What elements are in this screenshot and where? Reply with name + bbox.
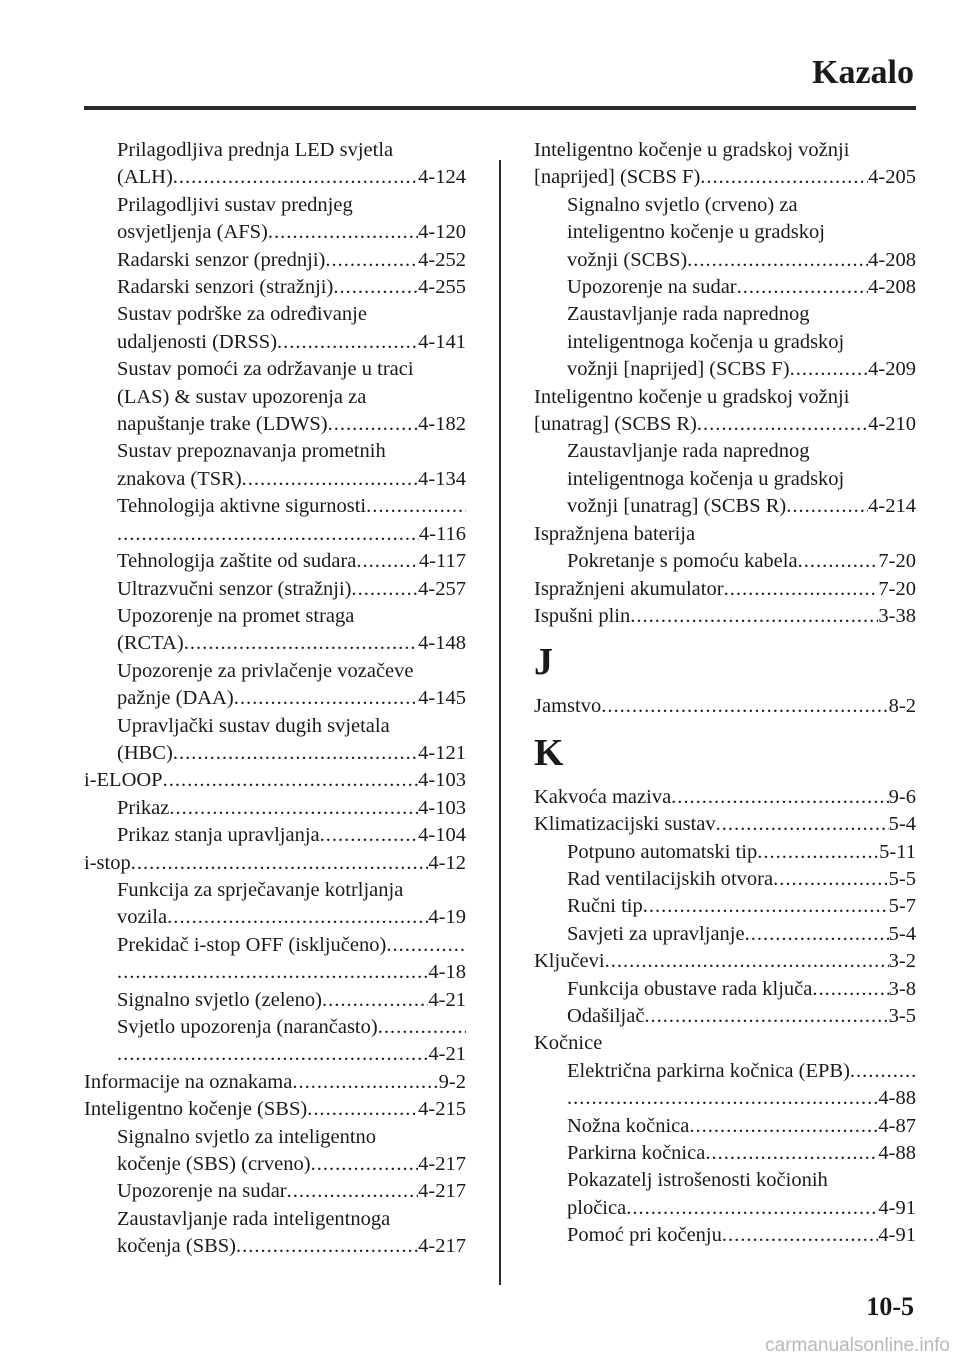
index-entry-page: 4-91 [878, 1196, 916, 1219]
index-entry-page: 4-217 [418, 1235, 466, 1258]
index-entry-text: Kakvoća maziva [534, 785, 672, 808]
dot-leader [242, 466, 419, 493]
dot-leader [790, 356, 869, 383]
index-entry-page: 4-104 [418, 824, 466, 847]
dot-leader [167, 904, 428, 931]
index-entry-line: inteligentnoga kočenja u gradskoj [567, 467, 845, 490]
dot-leader [705, 1140, 878, 1167]
dot-leader [601, 693, 888, 720]
index-entry [84, 411, 466, 438]
index-entry-line: Zaustavljanje rada inteligentnoga [117, 1207, 391, 1230]
dot-leader [131, 850, 429, 877]
index-entry-line: Upozorenje na promet straga [117, 604, 355, 627]
index-entry-line: Upozorenje za privlačenje vozačeve [117, 659, 414, 682]
index-entry [534, 576, 916, 603]
index-entry-page: 4-87 [878, 1114, 916, 1137]
index-entry [84, 548, 466, 575]
index-entry [84, 1178, 466, 1205]
index-entry-text: udaljenosti (DRSS) [117, 330, 278, 353]
index-entry-line: Signalno svjetlo za inteligentno [117, 1125, 377, 1148]
index-entry [534, 976, 916, 1003]
index-entry-text: Prikaz stanja upravljanja [117, 824, 320, 847]
index-entry-page: 4-103 [418, 796, 466, 819]
dot-leader [850, 1058, 916, 1085]
dot-leader [671, 784, 889, 811]
index-entry-text: Pomoć pri kočenju [567, 1224, 722, 1247]
column-divider [499, 160, 501, 1285]
dot-leader [700, 164, 868, 191]
index-entry [534, 411, 916, 438]
index-entry-page: 5-4 [888, 922, 916, 945]
dot-leader [322, 987, 428, 1014]
index-entry-text: (ALH) [117, 166, 173, 189]
index-entry-text: Potpuno automatski tip [567, 840, 758, 863]
index-entry-text: Svjetlo upozorenja (narančasto) [117, 1016, 378, 1038]
index-entry-text: napuštanje trake (LDWS) [117, 413, 328, 436]
index-entry [84, 1151, 466, 1178]
index-entry [84, 1041, 466, 1068]
index-entry-text: pažnje (DAA) [117, 687, 234, 710]
index-entry-page: 4-116 [418, 522, 466, 545]
dot-leader [630, 603, 878, 630]
index-entry-page: 7-20 [878, 550, 916, 573]
index-entry-page: 4-208 [868, 276, 916, 299]
index-entry-line: Funkcija za sprječavanje kotrljanja [117, 878, 404, 901]
index-entry [84, 850, 466, 877]
index-entry-page: 8-2 [888, 695, 916, 718]
index-entry-line: inteligentnoga kočenja u gradskoj [567, 330, 845, 353]
index-entry [534, 1195, 916, 1222]
index-entry-text: Tehnologija zaštite od sudara [117, 550, 357, 573]
index-entry-page: 4-252 [418, 248, 466, 271]
index-column-left [84, 137, 466, 1261]
header-rule [84, 106, 916, 110]
index-entry [534, 1113, 916, 1140]
dot-leader [757, 839, 879, 866]
index-entry-line: Kočnice [534, 1032, 603, 1055]
index-letter-heading: K [534, 731, 564, 774]
index-entry-page: 7-20 [878, 577, 916, 600]
dot-leader [184, 630, 418, 657]
index-entry-page: 3-8 [888, 977, 916, 1000]
index-entry-page: 4-124 [418, 166, 466, 189]
index-entry-page: 4-209 [868, 358, 916, 381]
index-entry-text: Informacije na oznakama [84, 1070, 293, 1093]
index-entry-page: 4-88 [878, 1142, 916, 1164]
index-entry-page: 4-217 [418, 1180, 466, 1203]
dot-leader [117, 1041, 428, 1068]
dot-leader [786, 493, 868, 520]
index-entry-text: pločica [567, 1196, 627, 1219]
dot-leader [689, 1113, 878, 1140]
dot-leader [687, 247, 868, 274]
index-entry-text: Odašiljač [567, 1004, 645, 1027]
index-entry-text: Klimatizacijski sustav [534, 813, 716, 836]
index-entry-text: osvjetljenja (AFS) [117, 221, 268, 244]
index-entry-text: Ključevi [534, 950, 605, 973]
index-entry [84, 932, 466, 959]
dot-leader [352, 576, 419, 603]
index-entry-page: 4-120 [418, 221, 466, 244]
index-entry [534, 356, 916, 383]
dot-leader [173, 740, 418, 767]
dot-leader [163, 767, 419, 794]
index-entry-line: Sustav prepoznavanja prometnih [117, 440, 386, 463]
index-entry-line: Prilagodljiva prednja LED svjetla [117, 139, 394, 161]
index-entry-page: 4-257 [418, 577, 466, 600]
index-entry-line: (LAS) & sustav upozorenja za [117, 385, 367, 408]
index-entry-page: 4-12 [428, 851, 466, 874]
index-entry [534, 1003, 916, 1030]
index-entry-text: Ručni tip [567, 895, 643, 918]
dot-leader [722, 1222, 879, 1249]
index-entry-page: 4-103 [418, 769, 466, 792]
index-entry-text: vozila [117, 906, 168, 929]
dot-leader [277, 329, 418, 356]
dot-leader [716, 811, 889, 838]
index-entry [534, 1222, 916, 1249]
index-entry-text: vožnji (SCBS) [567, 248, 688, 271]
index-entry [84, 822, 466, 849]
index-entry-text: Električna parkirna kočnica (EPB) [567, 1059, 850, 1082]
dot-leader [325, 247, 418, 274]
index-entry-page: 9-6 [888, 785, 916, 808]
section-title: Kazalo [812, 54, 914, 91]
watermark: carmanualsonline.info [765, 1335, 950, 1356]
index-entry [84, 1233, 466, 1260]
index-entry-page: 4-148 [418, 632, 466, 655]
dot-leader [626, 1195, 878, 1222]
index-entry [534, 893, 916, 920]
index-entry-page: 5-7 [888, 895, 916, 918]
dot-leader [737, 274, 869, 301]
page-number: 10-5 [866, 1292, 914, 1321]
index-entry-page: 4-21 [428, 1043, 466, 1066]
index-entry [534, 603, 916, 630]
index-entry-page: 3-5 [888, 1004, 916, 1027]
dot-leader [745, 921, 889, 948]
dot-leader [386, 932, 466, 959]
index-entry [534, 1140, 916, 1167]
index-entry [84, 767, 466, 794]
dot-leader [234, 685, 418, 712]
index-entry-page: 4-141 [418, 330, 466, 353]
index-entry [84, 740, 466, 767]
index-entry [84, 1069, 466, 1096]
index-entry-text: Upozorenje na sudar [567, 276, 737, 299]
dot-leader [320, 822, 419, 849]
index-entry [84, 576, 466, 603]
index-entry-text: Inteligentno kočenje (SBS) [84, 1098, 308, 1121]
index-entry-page: 4-18 [428, 961, 466, 984]
index-entry-text: [naprijed] (SCBS F) [534, 166, 701, 189]
dot-leader [333, 274, 418, 301]
index-entry-line: Signalno svjetlo (crveno) za [567, 193, 798, 216]
index-entry-line: inteligentno kočenje u gradskoj [567, 221, 825, 244]
index-entry-page: 3-2 [888, 950, 916, 973]
index-entry [84, 987, 466, 1014]
index-entry-text: kočenja (SBS) [117, 1235, 236, 1258]
index-entry-text: Funkcija obustave rada ključa [567, 977, 813, 1000]
index-entry [534, 274, 916, 301]
index-entry-text: kočenje (SBS) (crveno) [117, 1153, 311, 1176]
index-entry-text: (RCTA) [117, 632, 184, 655]
index-entry-text: Ispušni plin [534, 604, 631, 627]
index-entry-text: znakova (TSR) [117, 467, 242, 490]
index-entry-text: vožnji [unatrag] (SCBS R) [567, 495, 787, 518]
index-entry-line: Upravljački sustav dugih svjetala [117, 714, 390, 737]
index-entry-text: Rad ventilacijskih otvora [567, 867, 774, 890]
index-entry-text: i-stop [84, 851, 131, 874]
index-entry-text: Nožna kočnica [567, 1114, 690, 1137]
dot-leader [117, 521, 419, 548]
index-entry-text: Prekidač i-stop OFF (isključeno) [117, 933, 387, 956]
index-entry [534, 493, 916, 520]
dot-leader [605, 948, 889, 975]
index-entry-page: 9-2 [438, 1070, 466, 1093]
index-entry-line: Zaustavljanje rada naprednog [567, 440, 810, 463]
dot-leader [311, 1151, 419, 1178]
index-entry [534, 1085, 916, 1112]
index-entry-line: Prilagodljivi sustav prednjeg [117, 193, 353, 216]
index-entry [534, 811, 916, 838]
index-entry-page: 4-182 [418, 413, 466, 436]
index-entry-page: 4-205 [868, 166, 916, 189]
index-entry [534, 784, 916, 811]
index-entry-text: Signalno svjetlo (zeleno) [117, 988, 322, 1011]
index-entry [84, 274, 466, 301]
index-entry-page: 4-21 [428, 988, 466, 1011]
index-entry-text: i-ELOOP [84, 769, 163, 792]
dot-leader [236, 1233, 418, 1260]
index-entry [534, 693, 916, 720]
dot-leader [173, 164, 418, 191]
index-entry-text: Radarski senzori (stražnji) [117, 276, 334, 299]
index-entry-page: 5-5 [888, 867, 916, 890]
index-entry-page: 4-215 [418, 1098, 466, 1121]
index-entry [84, 795, 466, 822]
index-letter-heading: J [534, 641, 553, 684]
index-entry-line: Sustav podrške za određivanje [117, 303, 367, 326]
dot-leader [643, 893, 889, 920]
index-entry-text: (HBC) [117, 741, 173, 764]
index-entry-line: Ispražnjena baterija [534, 522, 696, 545]
index-entry [534, 866, 916, 893]
dot-leader [567, 1085, 878, 1112]
index-entry [84, 959, 466, 986]
index-entry-line: Sustav pomoći za održavanje u traci [117, 358, 414, 381]
index-entry-line: Zaustavljanje rada naprednog [567, 303, 810, 326]
index-entry [84, 521, 466, 548]
index-entry-text: vožnji [naprijed] (SCBS F) [567, 358, 790, 381]
dot-leader [366, 493, 466, 520]
index-column-right [534, 137, 916, 1250]
index-entry [84, 685, 466, 712]
index-entry [534, 247, 916, 274]
index-entry-text: [unatrag] (SCBS R) [534, 413, 697, 436]
dot-leader [287, 1178, 419, 1205]
dot-leader [268, 219, 418, 246]
dot-leader [328, 411, 419, 438]
dot-leader [697, 411, 868, 438]
index-entry-page: 4-91 [878, 1224, 916, 1247]
dot-leader [292, 1069, 438, 1096]
index-entry-page: 4-255 [418, 276, 466, 299]
index-entry-page: 4-117 [418, 550, 466, 573]
index-entry [534, 839, 916, 866]
index-entry-text: Parkirna kočnica [567, 1142, 706, 1164]
index-entry-text: Ispražnjeni akumulator [534, 577, 724, 600]
dot-leader [307, 1096, 418, 1123]
dot-leader [356, 548, 419, 575]
index-entry [84, 904, 466, 931]
index-entry [84, 466, 466, 493]
index-entry [84, 1014, 466, 1041]
index-entry-text: Jamstvo [534, 695, 602, 718]
index-entry [534, 948, 916, 975]
index-entry-page: 4-214 [868, 495, 916, 518]
dot-leader [169, 795, 418, 822]
dot-leader [773, 866, 889, 893]
index-entry-page: 4-217 [418, 1153, 466, 1176]
index-entry-text: Ultrazvučni senzor (stražnji) [117, 577, 352, 600]
index-entry-page: 3-38 [878, 604, 916, 627]
index-entry-line: Inteligentno kočenje u gradskoj vožnji [534, 385, 850, 408]
index-entry [534, 1058, 916, 1085]
index-entry-text: Pokretanje s pomoću kabela [567, 550, 798, 573]
index-entry-page: 4-134 [418, 467, 466, 490]
index-entry-text: Radarski senzor (prednji) [117, 248, 326, 271]
index-entry-text: Prikaz [117, 796, 170, 819]
index-entry-page: 5-11 [879, 840, 916, 863]
index-entry-page: 4-210 [868, 413, 916, 436]
index-entry-page: 4-88 [878, 1087, 916, 1110]
index-entry [84, 164, 466, 191]
dot-leader [812, 976, 888, 1003]
index-entry-page: 4-121 [418, 741, 466, 764]
index-entry [534, 548, 916, 575]
dot-leader [798, 548, 879, 575]
dot-leader [644, 1003, 888, 1030]
index-entry-line: Inteligentno kočenje u gradskoj vožnji [534, 139, 850, 161]
index-entry-text: Tehnologija aktivne sigurnosti [117, 495, 367, 518]
index-entry [534, 164, 916, 191]
index-entry [84, 247, 466, 274]
index-entry-page: 4-208 [868, 248, 916, 271]
index-entry-text: Upozorenje na sudar [117, 1180, 287, 1203]
index-entry [534, 921, 916, 948]
index-entry-line: Pokazatelj istrošenosti kočionih [567, 1169, 828, 1192]
dot-leader [724, 576, 879, 603]
index-entry [84, 493, 466, 520]
index-entry-text: Savjeti za upravljanje [567, 922, 745, 945]
dot-leader [378, 1014, 466, 1041]
index-entry [84, 1096, 466, 1123]
dot-leader [117, 959, 428, 986]
index-entry-page: 5-4 [888, 813, 916, 836]
index-entry-page: 4-19 [428, 906, 466, 929]
index-entry-page: 4-145 [418, 687, 466, 710]
index-entry [84, 219, 466, 246]
index-entry [84, 329, 466, 356]
index-entry [84, 630, 466, 657]
